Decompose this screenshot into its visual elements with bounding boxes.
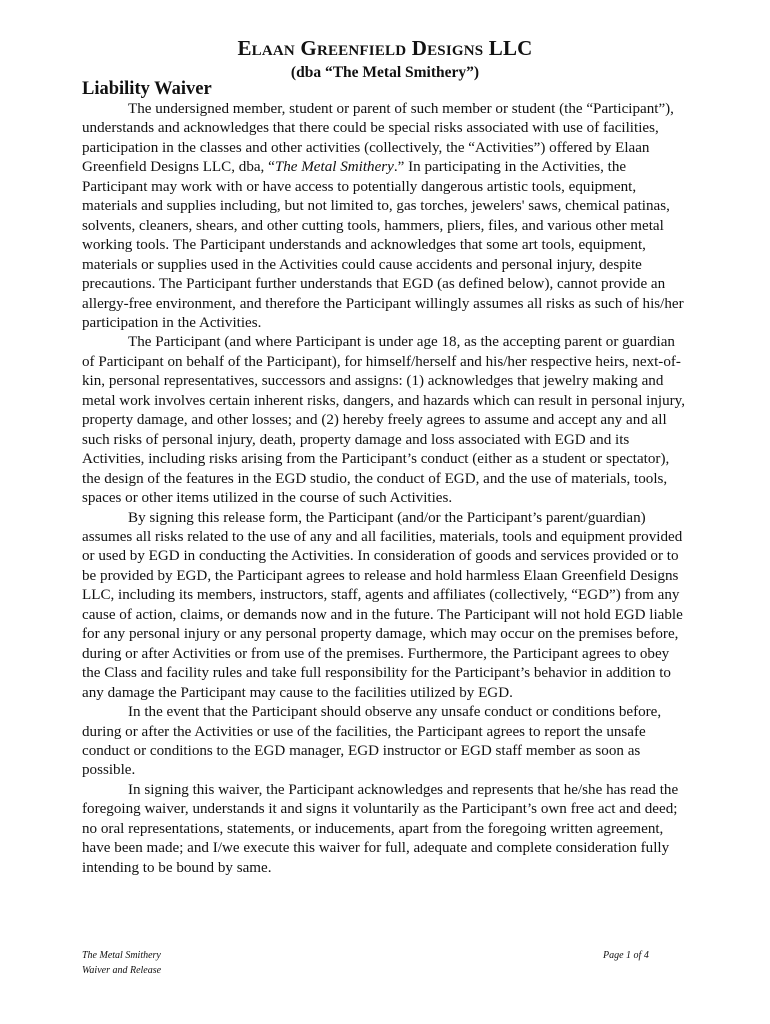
page-number: Page 1 of 4 — [603, 950, 649, 961]
paragraph-1-part-2: .” In participating in the Activities, the Participant may work with or have access to potentially dangerous artistic tools, equipment, materials and supplies including, but not limited to, gas torches, jewelers' saws, chemical patinas, solvents, cleaners, shears, and other cutting tools, hammers, pliers, files, and various other metal working tools. The Participant understands and acknowledges that some art tools, equipment, materials or supplies used in the Activities could cause accidents and personal injury, despite precautions. The Participant further understands that EGD (as defined below), cannot provide an allergy-free environment, and therefore the Participant willingly assumes all risks as such of his/her participation in the Activities. — [82, 159, 684, 331]
waiver-body — [82, 100, 690, 878]
paragraph-1 — [82, 100, 690, 333]
dba-subtitle: (dba “The Metal Smithery”) — [290, 64, 480, 81]
paragraph-2: The Participant (and where Participant is under age 18, as the accepting parent or guardian of Participant on behalf of the Participant), for himself/herself and his/her respective heirs, next-of-kin, personal representatives, successors and assigns: (1) acknowledges that jewelry making and metal work involves certain inherent risks, dangers, and hazards which can result in personal injury, property damage, and other losses; and (2) hereby freely agrees to assume and accept any and all such risks of personal injury, death, property damage and loss associated with EGD and its Activities, including risks arising from the Participant’s conduct (either as a student or spectator), the design of the features in the EGD studio, the conduct of EGD, and the use of materials, tools, spaces or other items utilized in the course of such Activities. — [82, 334, 686, 507]
paragraph-4: In the event that the Participant should observe any unsafe conduct or conditions before, during or after the Activities or use of the facilities, the Participant agrees to report the unsafe conduct or conditions to the EGD manager, EGD instructor or EGD staff member as soon as possible. — [82, 704, 662, 779]
section-heading: Liability Waiver — [82, 79, 212, 99]
footer-subtitle: Waiver and Release — [82, 965, 162, 976]
paragraph-5: In signing this waiver, the Participant acknowledges and represents that he/she has read the foregoing waiver, understands it and signs it voluntarily as the Participant’s own free act and deed; no oral representations, statements, or inducements, apart from the foregoing written agreement, have been made; and I/we execute this waiver for full, adequate and complete consideration fully intending to be bound by same. — [82, 781, 679, 876]
paragraph-1-italic-name: The Metal Smithery — [274, 159, 394, 176]
footer-title: The Metal Smithery — [82, 950, 161, 961]
paragraph-3: By signing this release form, the Participant (and/or the Participant’s parent/guardian) assumes all risks related to the use of any and all facilities, materials, tools and equipment provided or used by EGD in conducting the Activities. In consideration of goods and services provided or to be provided by EGD, the Participant agrees to release and hold harmless Elaan Greenfield Designs LLC, including its members, instructors, staff, agents and affiliates (collectively, “EGD”) from any cause of action, claims, or demands now and in the future. The Participant will not hold EGD liable for any personal injury or any personal property damage, which may occur on the premises before, during or after Activities or from use of the premises. Furthermore, the Participant agrees to obey the Class and facility rules and take full responsibility for the Participant’s behavior in addition to any damage the Participant may cause to the facilities utilized by EGD. — [82, 509, 683, 701]
paragraph-1-part-1: The undersigned member, student or parent of such member or student (the “Participant”), understands and acknowledges that there could be special risks associated with use of facilities, participation in the classes and other activities (collectively, the “Activities”) offered by Elaan Greenfield Designs LLC, dba, “ — [82, 101, 674, 176]
company-title: Elaan Greenfield Designs LLC — [237, 36, 533, 60]
footer-left — [82, 948, 161, 978]
